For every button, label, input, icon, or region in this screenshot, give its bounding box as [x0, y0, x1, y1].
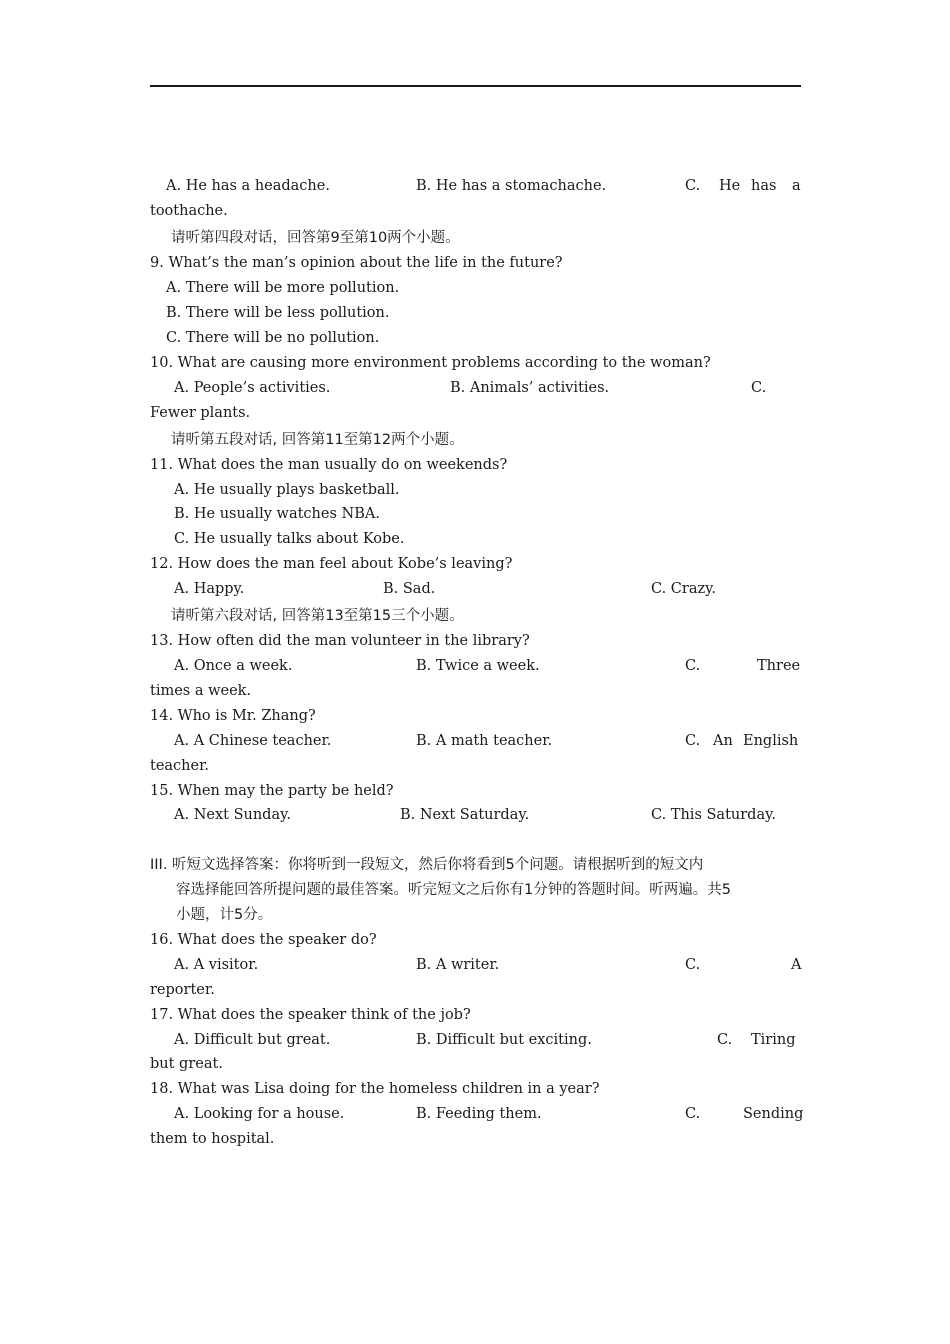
q13-option-c-word: Three [757, 658, 801, 674]
part3-instruction-line1: III. 听短文选择答案：你将听到一段短文，然后你将看到5个问题。请根据听到的短文内 [150, 857, 704, 873]
q10-option-c-continued: Fewer plants. [150, 405, 251, 421]
part3-instruction-line3: 小题，计5分。 [176, 907, 273, 923]
q17-options [150, 1028, 801, 1052]
q9-option-b: B. There will be less pollution. [166, 305, 390, 321]
q13-option-a: A. Once a week. [174, 658, 293, 674]
q15-option-b: B. Next Saturday. [400, 807, 530, 823]
q12-option-c: C. Crazy. [651, 581, 716, 597]
q11-option-a: A. He usually plays basketball. [174, 482, 400, 498]
section-6-instruction: 请听第六段对话, 回答第13至第15三个小题。 [171, 608, 464, 624]
q18-option-c-prefix: C. [685, 1106, 701, 1122]
q10-option-a: A. People’s activities. [174, 380, 331, 396]
q9-option-a: A. There will be more pollution. [166, 280, 400, 296]
q14-option-c-continued: teacher. [150, 758, 210, 774]
q18-option-a: A. Looking for a house. [174, 1106, 345, 1122]
q18-option-c-continued: them to hospital. [150, 1131, 275, 1147]
q17-option-c-continued: but great. [150, 1056, 223, 1072]
q10-option-c-prefix: C. [751, 380, 767, 396]
q16-options [150, 953, 801, 977]
q14-options [150, 729, 801, 753]
q14-option-a: A. A Chinese teacher. [174, 733, 332, 749]
q16-option-b: B. A writer. [416, 957, 500, 973]
section-4-instruction: 请听第四段对话，回答第9至第10两个小题。 [171, 230, 460, 246]
q8-options [150, 174, 801, 198]
q12-option-b: B. Sad. [383, 581, 436, 597]
q16-option-c-word: A [791, 957, 802, 973]
q15-option-a: A. Next Sunday. [174, 807, 291, 823]
q18-option-b: B. Feeding them. [416, 1106, 542, 1122]
q16-option-a: A. A visitor. [174, 957, 259, 973]
q17-option-c-word: Tiring [751, 1032, 796, 1048]
q13-option-b: B. Twice a week. [416, 658, 540, 674]
q11-option-b: B. He usually watches NBA. [174, 506, 380, 522]
q15-stem: 15. When may the party be held? [150, 783, 394, 799]
q13-option-c-continued: times a week. [150, 683, 252, 699]
q8-option-c-word1: He [719, 178, 741, 194]
q8-option-a: A. He has a headache. [166, 178, 330, 194]
q14-stem: 14. Who is Mr. Zhang? [150, 708, 316, 724]
header-rule [150, 85, 801, 87]
q14-option-c-word1: An [713, 733, 733, 749]
q17-option-b: B. Difficult but exciting. [416, 1032, 592, 1048]
q17-option-a: A. Difficult but great. [174, 1032, 331, 1048]
q14-option-c-prefix: C. [685, 733, 701, 749]
q8-option-c-word2: has [751, 178, 777, 194]
q8-option-c-continued: toothache. [150, 203, 228, 219]
section-5-instruction: 请听第五段对话, 回答第11至第12两个小题。 [171, 432, 464, 448]
q8-option-b: B. He has a stomachache. [416, 178, 607, 194]
q8-option-c-word3: a [792, 178, 801, 194]
q9-option-c: C. There will be no pollution. [166, 330, 380, 346]
part3-instruction-line2: 容选择能回答所提问题的最佳答案。听完短文之后你有1分钟的答题时间。听两遍。共5 [176, 882, 731, 898]
q18-stem: 18. What was Lisa doing for the homeless children in a year? [150, 1081, 600, 1097]
q14-option-b: B. A math teacher. [416, 733, 553, 749]
q17-stem: 17. What does the speaker think of the job? [150, 1007, 471, 1023]
q12-option-a: A. Happy. [174, 581, 245, 597]
q16-option-c-continued: reporter. [150, 982, 215, 998]
q17-option-c-prefix: C. [717, 1032, 733, 1048]
q10-stem: 10. What are causing more environment problems according to the woman? [150, 355, 711, 371]
q11-stem: 11. What does the man usually do on weekends? [150, 457, 508, 473]
q13-options [150, 654, 801, 678]
q15-option-c: C. This Saturday. [651, 807, 776, 823]
q8-option-c-prefix: C. [685, 178, 701, 194]
q16-option-c-prefix: C. [685, 957, 701, 973]
q18-option-c-word: Sending [743, 1106, 804, 1122]
q13-stem: 13. How often did the man volunteer in the library? [150, 633, 530, 649]
q10-option-b: B. Animals’ activities. [450, 380, 610, 396]
q11-option-c: C. He usually talks about Kobe. [174, 531, 405, 547]
q10-options [150, 376, 801, 400]
q14-option-c-word2: English [743, 733, 799, 749]
q18-options [150, 1102, 804, 1126]
q12-stem: 12. How does the man feel about Kobe’s leaving? [150, 556, 513, 572]
q16-stem: 16. What does the speaker do? [150, 932, 377, 948]
q13-option-c-prefix: C. [685, 658, 701, 674]
q15-options [150, 803, 801, 827]
q9-stem: 9. What’s the man’s opinion about the life in the future? [150, 255, 563, 271]
q12-options [150, 577, 801, 601]
